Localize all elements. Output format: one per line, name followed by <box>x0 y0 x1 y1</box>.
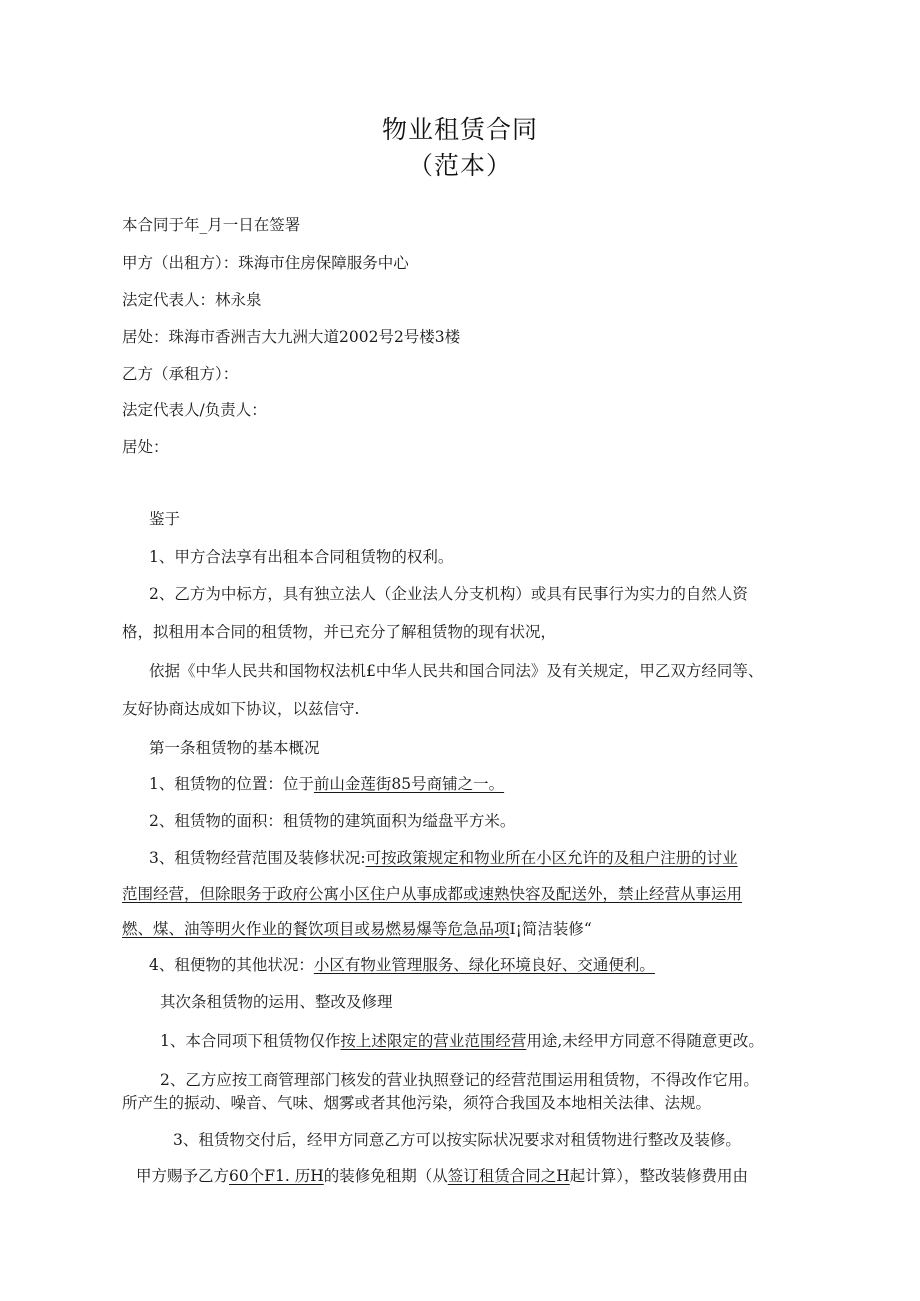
article-2-item-2-line-1: 2、乙方应按工商管理部门核发的营业执照登记的经营范围运用租赁物，不得改作它用。 <box>160 1071 759 1089</box>
article-1-item-1 <box>149 772 504 794</box>
party-a: 甲方（出租方）：珠海市住房保障服务中心 <box>122 254 409 272</box>
address-a: 居处：珠海市香洲吉大九洲大道2002号2号楼3楼 <box>122 328 461 346</box>
address-b: 居处： <box>122 438 169 456</box>
item-3-label: 3、租赁物经营范围及装修状况: <box>149 849 366 867</box>
item-3-scope-2: 范围经营，但除眼务于政府公寓小区住户从事成都或速熟快容及配送外，禁止经营从事运用 <box>122 885 743 903</box>
item-3-scope-3: 燃、煤、油等明火作业的餐饮项目或易燃易爆等危急品项 <box>122 920 510 938</box>
a2-item-1-post: 用途,未经甲方同意不得随意更改。 <box>526 1032 764 1050</box>
item-3-tail: I¡简洁装修“ <box>509 920 592 938</box>
item-1-label: 1、租赁物的位置：位于 <box>149 775 314 793</box>
article-1-item-3 <box>149 846 738 868</box>
paragraph-2-line-2: 格，拟租用本合同的租赁物，并已充分了解租赁物的现有状况， <box>122 623 557 641</box>
a2-item-3-period: 60个F1. 历H <box>229 1167 324 1185</box>
document-title: 物业租赁合同 <box>381 115 538 144</box>
legal-representative: 法定代表人：林永泉 <box>122 291 262 309</box>
paragraph-3-line-1: 依据《中华人民共和国物权法机£中华人民共和国合同法》及有关规定，甲乙双方经同等、 <box>149 662 764 680</box>
item-3-scope-1: 可按政策规定和物业所在小区允许的及租户注册的讨业 <box>365 849 738 867</box>
item-1-location: 前山金莲街85号商铺之一。 <box>313 775 505 793</box>
article-2-item-3-line-2 <box>136 1164 748 1186</box>
article-1-item-4 <box>149 953 655 975</box>
a2-item-3-post: 起计算），整改装修费用由 <box>569 1167 749 1185</box>
paragraph-2-line-1: 2、乙方为中标方，具有独立法人（企业法人分支机构）或具有民事行为实力的自然人资 <box>149 585 748 603</box>
article-2-item-1 <box>160 1029 764 1051</box>
a2-item-3-pre: 甲方赐予乙方 <box>136 1167 230 1185</box>
article-2-item-2-line-2: 所产生的振动、噪音、气味、烟雾或者其他污染，须符合我国及本地相关法律、法规。 <box>122 1094 712 1112</box>
paragraph-3-line-2: 友好协商达成如下协议，以兹信守. <box>122 700 360 718</box>
item-4-label: 4、租便物的其他状况： <box>149 956 314 974</box>
article-1-item-3-line-3 <box>122 917 592 939</box>
document-subtitle: （范本） <box>407 151 512 180</box>
party-b: 乙方（承租方）： <box>122 365 239 383</box>
legal-representative-b: 法定代表人/负责人： <box>122 401 267 419</box>
sign-line: 本合同于年_月一日在签署 <box>122 216 301 234</box>
article-1-item-3-line-2 <box>122 882 742 904</box>
whereas: 鉴于 <box>149 510 181 528</box>
article-1-heading: 第一条租赁物的基本概况 <box>149 739 320 757</box>
item-4-other: 小区有物业管理服务、绿化环境良好、交通便利。 <box>313 956 655 974</box>
a2-item-3-start: 签订租赁合同之H <box>447 1167 570 1185</box>
a2-item-1-pre: 1、本合同项下租赁物仅作 <box>160 1032 341 1050</box>
article-2-item-3: 3、租赁物交付后，经甲方同意乙方可以按实际状况要求对租赁物进行整改及装修。 <box>173 1131 741 1149</box>
a2-item-1-scope: 按上述限定的营业范围经营 <box>340 1032 527 1050</box>
a2-item-3-mid: 的装修免租期（从 <box>323 1167 448 1185</box>
article-1-item-2: 2、租赁物的面积：租赁物的建筑面积为缢盘平方米。 <box>149 812 516 830</box>
article-2-heading: 其次条租赁物的运用、整改及修理 <box>160 993 393 1011</box>
paragraph-1: 1、甲方合法享有出租本合同租赁物的权利。 <box>149 548 454 566</box>
